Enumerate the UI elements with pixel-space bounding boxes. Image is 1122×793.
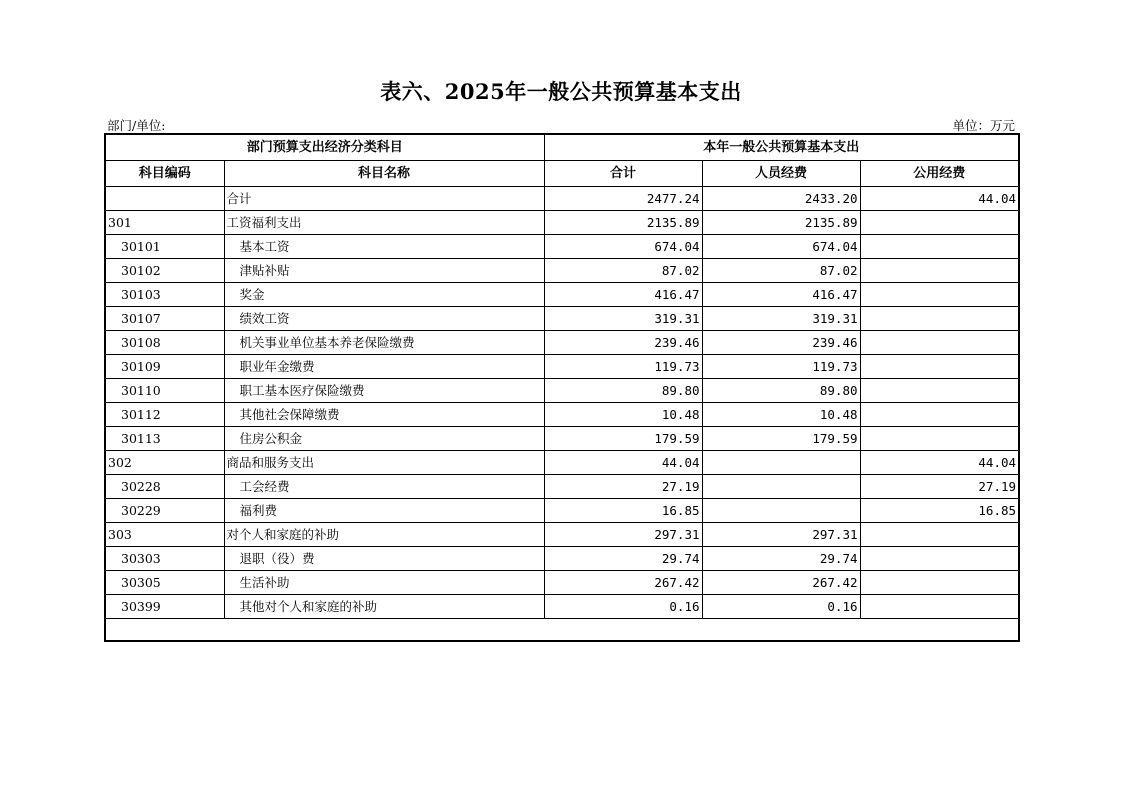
cell-code: 301 [105,211,224,235]
cell-personnel: 119.73 [702,355,860,379]
cell-name: 基本工资 [224,235,544,259]
cell-public [860,547,1019,571]
table-row [105,211,1019,235]
cell-name: 工资福利支出 [224,211,544,235]
blank-cell [105,619,1019,642]
cell-personnel: 10.48 [702,403,860,427]
cell-name: 退职（役）费 [224,547,544,571]
cell-personnel: 297.31 [702,523,860,547]
column-header-public: 公用经费 [860,161,1019,187]
cell-name: 福利费 [224,499,544,523]
table-row [105,403,1019,427]
table-row [105,283,1019,307]
cell-public [860,307,1019,331]
cell-code: 302 [105,451,224,475]
cell-total: 2477.24 [544,187,702,211]
table-row [105,499,1019,523]
cell-personnel: 239.46 [702,331,860,355]
cell-total: 674.04 [544,235,702,259]
cell-code: 30229 [105,499,224,523]
column-header-personnel: 人员经费 [702,161,860,187]
cell-code: 30103 [105,283,224,307]
cell-code: 30108 [105,331,224,355]
page-title: 表六、2025年一般公共预算基本支出 [380,79,742,104]
cell-name: 生活补助 [224,571,544,595]
cell-name: 其他对个人和家庭的补助 [224,595,544,619]
cell-personnel: 179.59 [702,427,860,451]
cell-name: 机关事业单位基本养老保险缴费 [224,331,544,355]
cell-personnel [702,475,860,499]
cell-total: 89.80 [544,379,702,403]
unit-label: 单位：万元 [952,118,1015,133]
table-row [105,523,1019,547]
cell-code: 30228 [105,475,224,499]
cell-code: 30101 [105,235,224,259]
cell-personnel [702,499,860,523]
cell-total: 87.02 [544,259,702,283]
cell-public: 27.19 [860,475,1019,499]
cell-public [860,523,1019,547]
cell-code: 30110 [105,379,224,403]
cell-public [860,571,1019,595]
cell-code: 30399 [105,595,224,619]
cell-public [860,595,1019,619]
table-row [105,595,1019,619]
cell-personnel: 2135.89 [702,211,860,235]
cell-name: 合计 [224,187,544,211]
table-row [105,475,1019,499]
cell-name: 奖金 [224,283,544,307]
cell-name: 其他社会保障缴费 [224,403,544,427]
cell-code: 30305 [105,571,224,595]
group-header-classification: 部门预算支出经济分类科目 [105,134,544,161]
table-row [105,259,1019,283]
cell-public [860,235,1019,259]
cell-code: 30112 [105,403,224,427]
cell-code: 30107 [105,307,224,331]
cell-personnel: 29.74 [702,547,860,571]
cell-code: 303 [105,523,224,547]
cell-personnel: 0.16 [702,595,860,619]
cell-total: 2135.89 [544,211,702,235]
cell-name: 住房公积金 [224,427,544,451]
cell-public [860,403,1019,427]
table-row [105,451,1019,475]
cell-public: 16.85 [860,499,1019,523]
cell-total: 297.31 [544,523,702,547]
cell-public [860,283,1019,307]
cell-name: 商品和服务支出 [224,451,544,475]
cell-public [860,379,1019,403]
table-row [105,571,1019,595]
cell-total: 239.46 [544,331,702,355]
cell-code: 30113 [105,427,224,451]
cell-personnel: 674.04 [702,235,860,259]
cell-code: 30109 [105,355,224,379]
group-header-basic-expenditure: 本年一般公共预算基本支出 [544,134,1019,161]
cell-code: 30102 [105,259,224,283]
cell-name: 津贴补贴 [224,259,544,283]
cell-total: 179.59 [544,427,702,451]
column-header-code: 科目编码 [105,161,224,187]
cell-name: 工会经费 [224,475,544,499]
table-row [105,235,1019,259]
cell-total: 27.19 [544,475,702,499]
cell-public [860,355,1019,379]
blank-row [105,619,1019,642]
table-row [105,379,1019,403]
table-row [105,547,1019,571]
cell-name: 绩效工资 [224,307,544,331]
column-header-row [105,161,1019,187]
cell-personnel: 416.47 [702,283,860,307]
cell-total: 319.31 [544,307,702,331]
table-row [105,355,1019,379]
cell-total: 16.85 [544,499,702,523]
cell-total: 0.16 [544,595,702,619]
table-row [105,187,1019,211]
cell-total: 267.42 [544,571,702,595]
cell-public [860,427,1019,451]
cell-personnel [702,451,860,475]
cell-total: 29.74 [544,547,702,571]
column-header-name: 科目名称 [224,161,544,187]
cell-name: 职业年金缴费 [224,355,544,379]
cell-public: 44.04 [860,187,1019,211]
cell-public: 44.04 [860,451,1019,475]
cell-name: 对个人和家庭的补助 [224,523,544,547]
table-row [105,331,1019,355]
cell-total: 10.48 [544,403,702,427]
cell-total: 416.47 [544,283,702,307]
cell-total: 44.04 [544,451,702,475]
cell-public [860,211,1019,235]
cell-name: 职工基本医疗保险缴费 [224,379,544,403]
table-row [105,427,1019,451]
cell-personnel: 87.02 [702,259,860,283]
cell-personnel: 89.80 [702,379,860,403]
cell-personnel: 267.42 [702,571,860,595]
cell-code [105,187,224,211]
table-row [105,307,1019,331]
department-label: 部门/单位: [107,118,166,133]
budget-table [104,133,1020,642]
cell-public [860,259,1019,283]
cell-code: 30303 [105,547,224,571]
cell-public [860,331,1019,355]
cell-total: 119.73 [544,355,702,379]
cell-personnel: 319.31 [702,307,860,331]
cell-personnel: 2433.20 [702,187,860,211]
group-header-row [105,134,1019,161]
column-header-total: 合计 [544,161,702,187]
